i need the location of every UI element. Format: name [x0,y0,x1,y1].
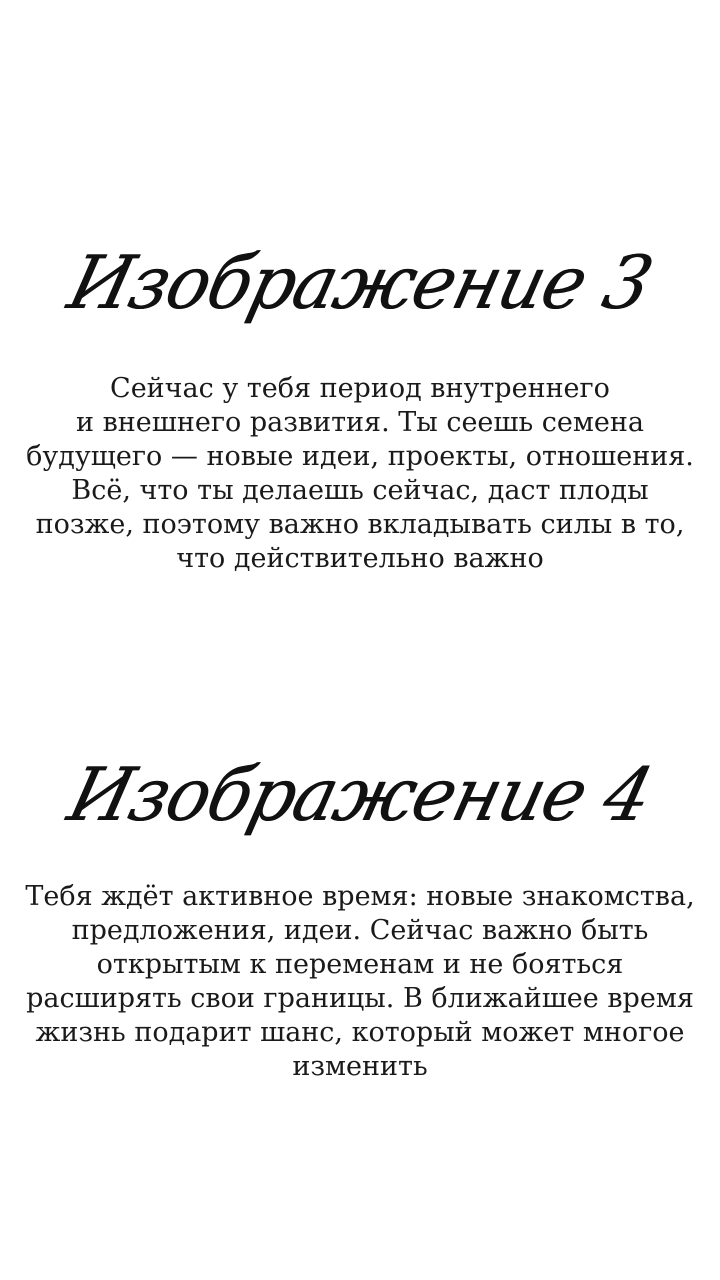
description-line: позже, поэтому важно вкладывать силы в то, [35,509,685,540]
description-line: открытым к переменам и не бояться [96,949,624,980]
section-description [26,372,694,576]
description-line: предложения, идеи. Сейчас важно быть [71,915,649,946]
section-image-4 [0,740,720,1084]
description-line: будущего — новые идеи, проекты, отношения. [26,441,694,472]
description-line: и внешнего развития. Ты сеешь семена [76,407,644,438]
description-line: что действительно важно [176,543,544,574]
section-title: Изображение 4 [60,751,660,839]
section-description [25,880,694,1084]
section-title: Изображение 3 [60,239,660,327]
description-line: Тебя ждёт активное время: новые знакомства, [25,881,695,912]
description-line: изменить [292,1051,428,1082]
description-line: жизнь подарит шанс, который может многое [35,1017,685,1048]
section-image-3 [0,228,720,576]
description-line: Сейчас у тебя период внутреннего [110,373,610,404]
description-line: Всё, что ты делаешь сейчас, даст плоды [71,475,649,506]
description-line: расширять свои границы. В ближайшее время [26,983,694,1014]
